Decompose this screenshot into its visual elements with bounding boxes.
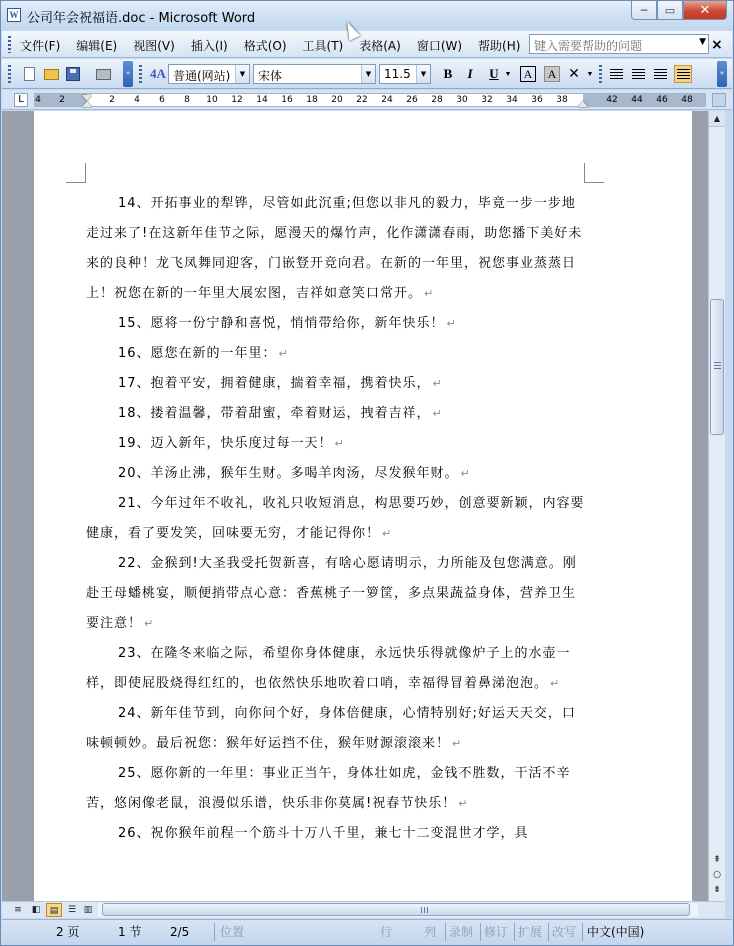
paragraph[interactable] [86, 399, 586, 429]
select-browse-object-button[interactable]: ○ [713, 870, 721, 880]
menu-grip-icon[interactable] [8, 36, 11, 53]
paragraph-text: 15、愿将一份宁静和喜悦，悄悄带给你，新年快乐！ [118, 316, 445, 331]
ruler-number: 26 [406, 95, 418, 105]
character-border-button[interactable]: A [520, 66, 536, 82]
new-document-button[interactable] [20, 65, 38, 83]
paragraph-mark-icon: ↵ [382, 527, 393, 540]
align-left-button[interactable] [606, 65, 626, 83]
ruler-number: 16 [281, 95, 293, 105]
status-divider [214, 923, 215, 941]
paragraph-mark-icon: ↵ [424, 287, 435, 300]
ruler-number: 6 [159, 95, 165, 105]
horizontal-scroll-track[interactable] [98, 903, 698, 917]
paragraph[interactable] [86, 459, 586, 489]
next-page-button[interactable]: ⇟ [713, 885, 721, 895]
ruler-strip[interactable] [34, 93, 706, 107]
ruler-number: 4 [35, 95, 41, 105]
paragraph-mark-icon: ↵ [278, 347, 289, 360]
style-value: 普通(网站) [173, 69, 231, 83]
tab-selector-button[interactable]: L [14, 93, 28, 107]
paragraph-text: 26、祝你猴年前程一个筋斗十万八千里，兼七十二变混世才学，具 [118, 826, 529, 841]
paragraph-text: 17、抱着平安，拥着健康，揣着幸福，携着快乐， [118, 376, 431, 391]
new-document-icon [24, 67, 35, 81]
paragraph-text: 18、搂着温馨，带着甜蜜，牵着财运，拽着吉祥， [118, 406, 431, 421]
ruler-number: 18 [306, 95, 318, 105]
ruler-number: 4 [134, 95, 140, 105]
status-page-of: 2/5 [170, 925, 190, 939]
italic-button[interactable]: I [467, 66, 473, 81]
align-left-icon [610, 69, 623, 80]
ruler-number: 28 [431, 95, 443, 105]
help-dropdown-icon[interactable]: ▼ [699, 37, 706, 47]
paragraph[interactable] [86, 489, 586, 549]
paragraph-mark-icon: ↵ [432, 377, 443, 390]
paragraph-text: 24、新年佳节到，向你问个好，身体倍健康，心情特别好;好运天天交，口味顿顿妙。最后祝您：猴年好运挡不住，猴年财源滚滚来！ [86, 706, 576, 751]
toolbar-options-chevron-icon[interactable]: » [717, 61, 727, 87]
word-doc-icon[interactable]: W [7, 8, 21, 22]
web-layout-view-button[interactable]: ◧ [31, 905, 41, 915]
paragraph-mark-icon: ↵ [452, 737, 463, 750]
paragraph-mark-icon: ↵ [460, 467, 471, 480]
status-position: 位置 [220, 925, 245, 939]
paragraph[interactable] [86, 699, 586, 759]
menu-tools[interactable]: 工具(T) [302, 39, 344, 53]
paragraph-mark-icon: ↵ [458, 797, 469, 810]
menu-file[interactable]: 文件(F) [20, 39, 61, 53]
status-bar [2, 919, 732, 945]
open-folder-icon [44, 69, 59, 80]
chevron-down-icon[interactable]: ▼ [416, 65, 430, 83]
paragraph[interactable] [86, 549, 586, 639]
status-column: 列 [424, 925, 437, 939]
toolbar-grip-icon[interactable] [8, 65, 11, 83]
status-line: 行 [380, 925, 393, 939]
ruler-number: 2 [109, 95, 115, 105]
window-controls [631, 1, 727, 21]
hanging-indent-marker[interactable] [82, 101, 92, 107]
status-divider [582, 923, 583, 941]
ruler-end-button [712, 93, 726, 107]
print-button[interactable] [94, 65, 112, 83]
justify-icon [677, 69, 690, 80]
ruler-number: 8 [184, 95, 190, 105]
paragraph-mark-icon: ↵ [334, 437, 345, 450]
paragraph[interactable] [86, 639, 586, 699]
print-layout-view-button[interactable]: ▤ [46, 903, 62, 917]
ruler-number: 44 [631, 95, 643, 105]
window-title: 公司年会祝福语.doc - Microsoft Word [27, 11, 256, 26]
paragraph[interactable] [86, 339, 586, 369]
phonetic-dropdown-icon[interactable]: ▼ [586, 70, 594, 78]
justify-button[interactable] [674, 65, 692, 83]
open-button[interactable] [42, 65, 60, 83]
horizontal-scrollbar[interactable] [2, 901, 725, 918]
paragraph[interactable] [86, 189, 586, 309]
paragraph-text: 19、迈入新年，快乐度过每一天！ [118, 436, 333, 451]
paragraph-text: 25、愿你新的一年里：事业正当午，身体壮如虎，金钱不胜数，干活不辛苦，悠闲像老鼠，浪漫似乐谱，快乐非你莫属!祝春节快乐！ [86, 766, 571, 811]
chevron-down-icon[interactable]: ▼ [235, 65, 249, 83]
status-section: 1 节 [118, 925, 142, 939]
ruler-number: 46 [656, 95, 668, 105]
margin-corner-mark [66, 163, 86, 183]
status-divider [445, 923, 446, 941]
save-disk-icon [66, 67, 80, 81]
chevron-down-icon[interactable]: ▼ [361, 65, 375, 83]
ruler-number: 22 [356, 95, 368, 105]
menu-edit[interactable]: 编辑(E) [76, 39, 118, 53]
styles-pane-icon[interactable]: 4A [150, 66, 166, 81]
scroll-up-button[interactable]: ▲ [709, 111, 725, 127]
paragraph-text: 21、今年过年不收礼，收礼只收短消息，构思要巧妙，创意要新颖，内容要健康，看了要发笑，回味要无穷，才能记得你！ [86, 496, 585, 541]
status-divider [548, 923, 549, 941]
font-value: 宋体 [258, 69, 283, 83]
ruler-number: 2 [59, 95, 65, 105]
paragraph[interactable] [86, 759, 586, 819]
ruler-number: 14 [256, 95, 268, 105]
align-center-button[interactable] [628, 65, 648, 83]
paragraph[interactable] [86, 819, 586, 849]
align-right-icon [654, 69, 667, 80]
paragraph[interactable] [86, 309, 586, 339]
help-placeholder: 键入需要帮助的问题 [534, 39, 643, 53]
menu-table[interactable]: 表格(A) [359, 39, 401, 53]
status-extend[interactable]: 扩展 [518, 925, 543, 939]
horizontal-ruler[interactable] [2, 90, 732, 110]
vertical-scroll-thumb[interactable] [710, 299, 724, 435]
normal-view-button[interactable]: ≡ [14, 905, 22, 915]
margin-corner-mark [584, 163, 604, 183]
ruler-number: 34 [506, 95, 518, 105]
formatting-toolbar [2, 59, 732, 89]
printer-icon [96, 69, 111, 80]
status-divider [514, 923, 515, 941]
right-indent-marker[interactable] [578, 101, 588, 107]
save-button[interactable] [64, 65, 82, 83]
status-record[interactable]: 录制 [449, 925, 474, 939]
paragraph[interactable] [86, 369, 586, 399]
paragraph[interactable] [86, 429, 586, 459]
ruler-number: 36 [531, 95, 543, 105]
menu-bar [2, 31, 732, 58]
vertical-scrollbar[interactable] [708, 111, 725, 901]
character-shading-button[interactable]: A [544, 66, 560, 82]
bold-button[interactable]: B [443, 66, 453, 81]
style-combo[interactable] [168, 64, 250, 84]
restore-button[interactable]: ▭ [657, 1, 683, 20]
paragraph-text: 22、金猴到!大圣我受托贺新喜，有啥心愿请明示，力所能及包您满意。刚赴王母蟠桃宴，顺便捎带点心意：香蕉桃子一箩筐，多点果蔬益身体，营养卫生要注意！ [86, 556, 577, 631]
menu-items [20, 37, 536, 54]
ruler-number: 42 [606, 95, 618, 105]
status-track-changes[interactable]: 修订 [484, 925, 509, 939]
menu-help[interactable]: 帮助(H) [478, 39, 521, 53]
status-divider [480, 923, 481, 941]
underline-button[interactable]: U [489, 66, 499, 81]
paragraph-mark-icon: ↵ [446, 317, 457, 330]
font-size-value: 11.5 [384, 67, 411, 81]
horizontal-scroll-thumb[interactable] [102, 903, 690, 916]
status-language[interactable]: 中文(中国) [587, 925, 645, 939]
menu-window[interactable]: 窗口(W) [416, 39, 463, 53]
document-area[interactable] [2, 111, 708, 901]
toolbar-options-chevron-icon[interactable]: » [123, 61, 133, 87]
toolbar-grip-icon[interactable] [599, 65, 602, 83]
paragraph-text: 20、羊汤止沸，猴年生财。多喝羊肉汤，尽发猴年财。 [118, 466, 459, 481]
paragraph-mark-icon: ↵ [144, 617, 155, 630]
title-bar[interactable] [1, 1, 733, 29]
paragraph-text: 14、开拓事业的犁铧，尽管如此沉重;但您以非凡的毅力，毕竟一步一步地走过来了!在这新年佳节之际，愿漫天的爆竹声，化作潇潇春雨，助您播下美好未来的良种！龙飞凤舞同迎客，门嵌豋开竞向君。在新的一年里，祝您事业蒸蒸日上！祝您在新的一年里大展宏图，吉祥如意笑口常开。 [86, 196, 583, 301]
document-body[interactable] [86, 189, 586, 849]
menu-view[interactable]: 视图(V) [133, 39, 175, 53]
paragraph-text: 23、在隆冬来临之际，希望你身体健康，永远快乐得就像炉子上的水壶一样，即使屁股烧得红红的，也依然快乐地吹着口哨，幸福得冒着鼻涕泡泡。 [86, 646, 571, 691]
status-overtype[interactable]: 改写 [552, 925, 577, 939]
minimize-button[interactable]: ─ [631, 1, 657, 20]
document-page[interactable] [34, 111, 692, 901]
underline-dropdown-icon[interactable]: ▼ [504, 70, 512, 78]
toolbar-grip-icon[interactable] [139, 65, 142, 83]
status-page: 2 页 [56, 925, 80, 939]
scroll-grip-icon [714, 362, 721, 370]
ruler-number: 48 [681, 95, 693, 105]
ruler-number: 30 [456, 95, 468, 105]
help-question-input[interactable] [529, 34, 709, 54]
previous-page-button[interactable]: ⇞ [713, 855, 721, 865]
document-close-button[interactable]: × [711, 37, 723, 53]
menu-format[interactable]: 格式(O) [243, 39, 287, 53]
scroll-grip-icon [421, 907, 429, 913]
font-size-combo[interactable] [379, 64, 431, 84]
reading-layout-view-button[interactable]: ▥ [83, 905, 93, 915]
outline-view-button[interactable]: ☰ [67, 905, 77, 915]
phonetic-guide-icon[interactable]: ✕ [568, 66, 580, 82]
menu-insert[interactable]: 插入(I) [190, 39, 228, 53]
ruler-number: 24 [381, 95, 393, 105]
paragraph-text: 16、愿您在新的一年里： [118, 346, 277, 361]
close-button[interactable]: ✕ [683, 1, 727, 20]
align-right-button[interactable] [650, 65, 670, 83]
ruler-number: 20 [331, 95, 343, 105]
ruler-number: 38 [556, 95, 568, 105]
ruler-number: 12 [231, 95, 243, 105]
ruler-number: 10 [206, 95, 218, 105]
align-center-icon [632, 69, 645, 80]
font-combo[interactable] [253, 64, 376, 84]
paragraph-mark-icon: ↵ [432, 407, 443, 420]
ruler-number: 32 [481, 95, 493, 105]
paragraph-mark-icon: ↵ [550, 677, 561, 690]
